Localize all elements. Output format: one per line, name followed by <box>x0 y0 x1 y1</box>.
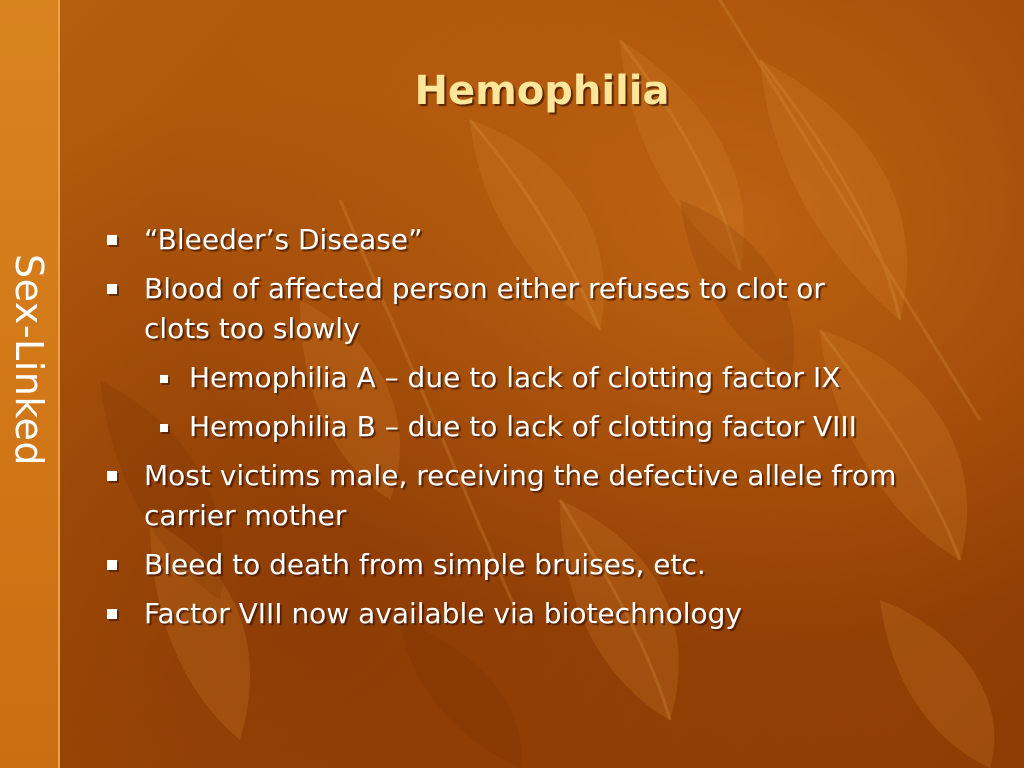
bullet-text: “Bleeder’s Disease” <box>144 223 423 256</box>
bullet-text: Bleed to death from simple bruises, etc. <box>144 548 706 581</box>
bullet-item <box>104 545 1009 585</box>
square-bullet-icon <box>107 284 117 294</box>
sub-bullet-text: Hemophilia A – due to lack of clotting factor IX <box>189 361 841 394</box>
square-bullet-icon <box>160 375 168 383</box>
bullet-text: Most victims male, receiving the defective allele from <box>144 459 897 492</box>
side-label: Sex-Linked <box>7 254 51 466</box>
square-bullet-icon <box>107 609 117 619</box>
bullet-item <box>104 456 1009 536</box>
sub-bullet-item <box>104 407 1009 447</box>
side-band <box>0 0 60 768</box>
square-bullet-icon <box>160 424 168 432</box>
square-bullet-icon <box>107 235 117 245</box>
bullet-text: Factor VIII now available via biotechnology <box>144 597 742 630</box>
bullet-list <box>104 220 1009 643</box>
bullet-text: Blood of affected person either refuses to clot or <box>144 272 825 305</box>
bullet-item <box>104 269 1009 349</box>
bullet-item <box>104 594 1009 634</box>
square-bullet-icon <box>107 471 117 481</box>
square-bullet-icon <box>107 560 117 570</box>
bullet-text-continuation: carrier mother <box>144 499 347 532</box>
bullet-text-continuation: clots too slowly <box>144 312 360 345</box>
bullet-item <box>104 220 1009 260</box>
slide-title: Hemophilia <box>414 68 670 114</box>
sub-bullet-text: Hemophilia B – due to lack of clotting factor VIII <box>189 410 857 443</box>
sub-bullet-item <box>104 358 1009 398</box>
